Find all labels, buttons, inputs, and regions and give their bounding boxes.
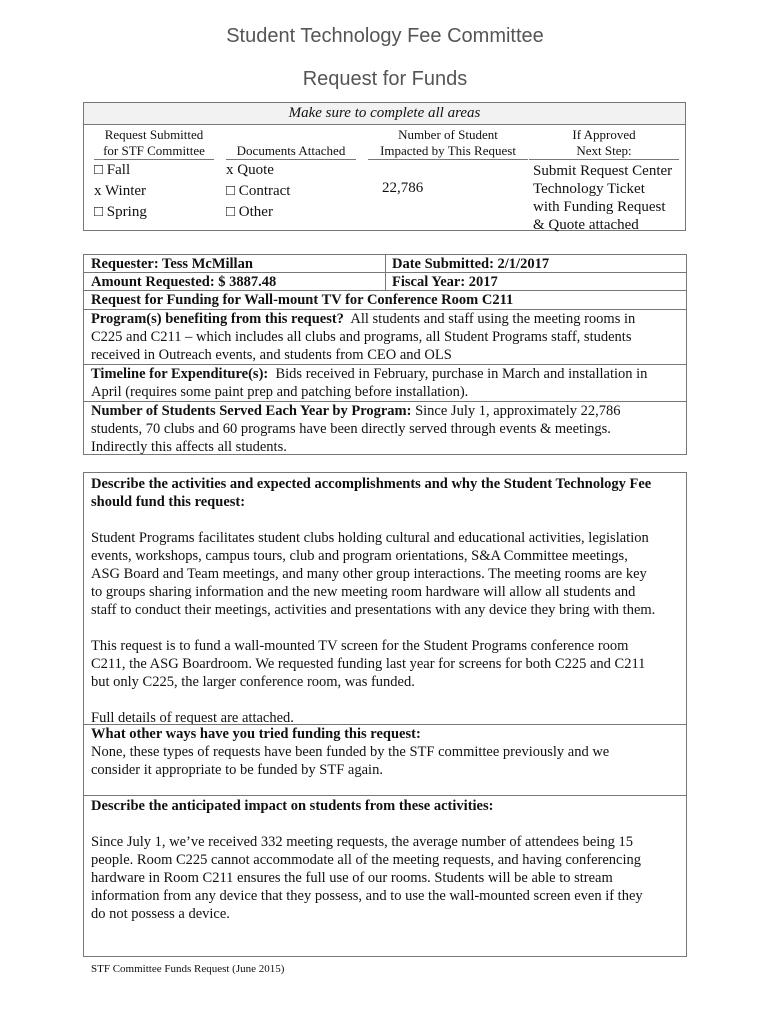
amount-requested: Amount Requested: $ 3887.48 bbox=[91, 274, 277, 290]
date-submitted: Date Submitted: 2/1/2017 bbox=[392, 256, 550, 272]
served-label: Number of Students Served Each Year by Program: bbox=[91, 403, 412, 419]
activities-paragraph-2: This request is to fund a wall-mounted TV screen for the Student Programs conference room C211, the ASG Boardroom. We requested funding last year for screens for both C225 and C211 but only C225, the larger conference room, was funded. bbox=[91, 638, 646, 690]
timeline-label: Timeline for Expenditure(s): bbox=[91, 366, 269, 382]
timeline-row: Timeline for Expenditure(s): Bids received in February, purchase in March and installation in April (requires some paint prep and patching before installation). bbox=[84, 365, 686, 402]
activities-cell: Describe the activities and expected accomplishments and why the Student Technology Fee should fund this request: Student Programs facilitates student clubs holding cultural and educational activities, legislation events, workshops, campus tours, club and program orientations, S&A Committee meetings, ASG Board and Team meetings, and many other group interactions. The meeting rooms are key to groups sharing information and the new meeting room hardware will allow all students and staff to conduct their meetings, activities and presentations with any device they bring with them. This request is to fund a wall-mounted TV screen for the Student Programs conference room C211, the ASG Boardroom. We requested funding last year for screens for both C225 and C211 but only C225, the larger conference room, was funded. Full details of request are attached. bbox=[84, 475, 686, 727]
table-banner: Make sure to complete all areas bbox=[84, 103, 685, 125]
amount-row bbox=[84, 273, 686, 291]
term-column bbox=[94, 125, 214, 223]
requester: Requester: Tess McMillan bbox=[91, 256, 253, 272]
timeline-text: Bids received in February, purchase in March and installation in bbox=[275, 366, 648, 382]
next-step-header: If Approved Next Step: bbox=[529, 125, 679, 160]
term-option-winter[interactable]: x Winter bbox=[94, 183, 147, 199]
request-summary-table bbox=[83, 102, 686, 231]
fiscal-year: Fiscal Year: 2017 bbox=[392, 274, 498, 290]
document-option-contract[interactable]: □ Contract bbox=[226, 183, 291, 199]
activities-paragraph-1: Student Programs facilitates student clubs holding cultural and educational activities, legislation events, workshops, campus tours, club and program orientations, S&A Committee meetings, ASG Board and Team meetings, and many other group interactions. The meeting rooms are key to groups sharing information and the new meeting room hardware will allow all students and staff to conduct their meetings, activities and presentations with any device they bring with them. bbox=[91, 530, 656, 618]
term-option-spring[interactable]: □ Spring bbox=[94, 204, 147, 220]
students-served-row: Number of Students Served Each Year by Program: Since July 1, approximately 22,786 students, 70 clubs and 60 programs have been directly served through events & meetings. Indirectly this affects all students. bbox=[91, 403, 621, 455]
students-impacted-value: 22,786 bbox=[382, 180, 424, 196]
activities-heading: Describe the activities and expected accomplishments and why the Student Technology Fee bbox=[91, 476, 652, 492]
documents-column bbox=[226, 125, 356, 223]
programs-row: Program(s) benefiting from this request? All students and staff using the meeting rooms in C225 and C211 – which includes all clubs and programs, all Student Programs staff, students received in Outreach events, and students from CEO and OLS bbox=[84, 310, 686, 365]
students-impacted-header: Number of Student Impacted by This Request bbox=[368, 125, 528, 160]
next-step-column bbox=[529, 125, 679, 234]
other-ways-heading: What other ways have you tried funding this request: bbox=[91, 726, 421, 742]
funding-title: Request for Funding for Wall-mount TV for Conference Room C211 bbox=[91, 292, 514, 308]
term-header: Request Submitted for STF Committee bbox=[94, 125, 214, 160]
programs-label: Program(s) benefiting from this request? bbox=[91, 311, 344, 327]
document-option-quote[interactable]: x Quote bbox=[226, 162, 274, 178]
students-impacted-column bbox=[368, 125, 528, 196]
term-option-fall[interactable]: □ Fall bbox=[94, 162, 131, 178]
page-title: Student Technology Fee Committee bbox=[226, 25, 544, 47]
served-text: Since July 1, approximately 22,786 bbox=[415, 403, 621, 419]
document-option-other[interactable]: □ Other bbox=[226, 204, 273, 220]
activities-paragraph-3: Full details of request are attached. bbox=[91, 710, 294, 726]
next-step-value: Submit Request Center Technology Ticket with Funding Request & Quote attached bbox=[533, 163, 673, 233]
activities-table bbox=[83, 472, 687, 957]
page-footer: STF Committee Funds Request (June 2015) bbox=[91, 963, 285, 975]
documents-header: Documents Attached bbox=[226, 125, 356, 160]
funding-title-row bbox=[84, 291, 686, 310]
page-subtitle: Request for Funds bbox=[302, 68, 468, 90]
requester-row bbox=[84, 255, 686, 273]
other-ways-cell: What other ways have you tried funding this request: None, these types of requests have been funded by the STF committee previously and we consider it appropriate to be funded by STF again. bbox=[91, 726, 610, 778]
impact-heading: Describe the anticipated impact on students from these activities: bbox=[91, 798, 494, 814]
request-details-table bbox=[83, 254, 687, 455]
divider bbox=[84, 795, 686, 796]
impact-cell: Describe the anticipated impact on students from these activities: Since July 1, we’ve received 332 meeting requests, the average number of attendees being 15 people. Room C225 cannot accommodate all of the meeting requests, and having conferencing hardware in Room C211 ensures the full use of our rooms. Students will be able to stream information from any device that they possess, and to use the wall-mounted screen even if they do not possess a device. bbox=[91, 798, 643, 922]
programs-text: All students and staff using the meeting rooms in bbox=[350, 311, 636, 327]
